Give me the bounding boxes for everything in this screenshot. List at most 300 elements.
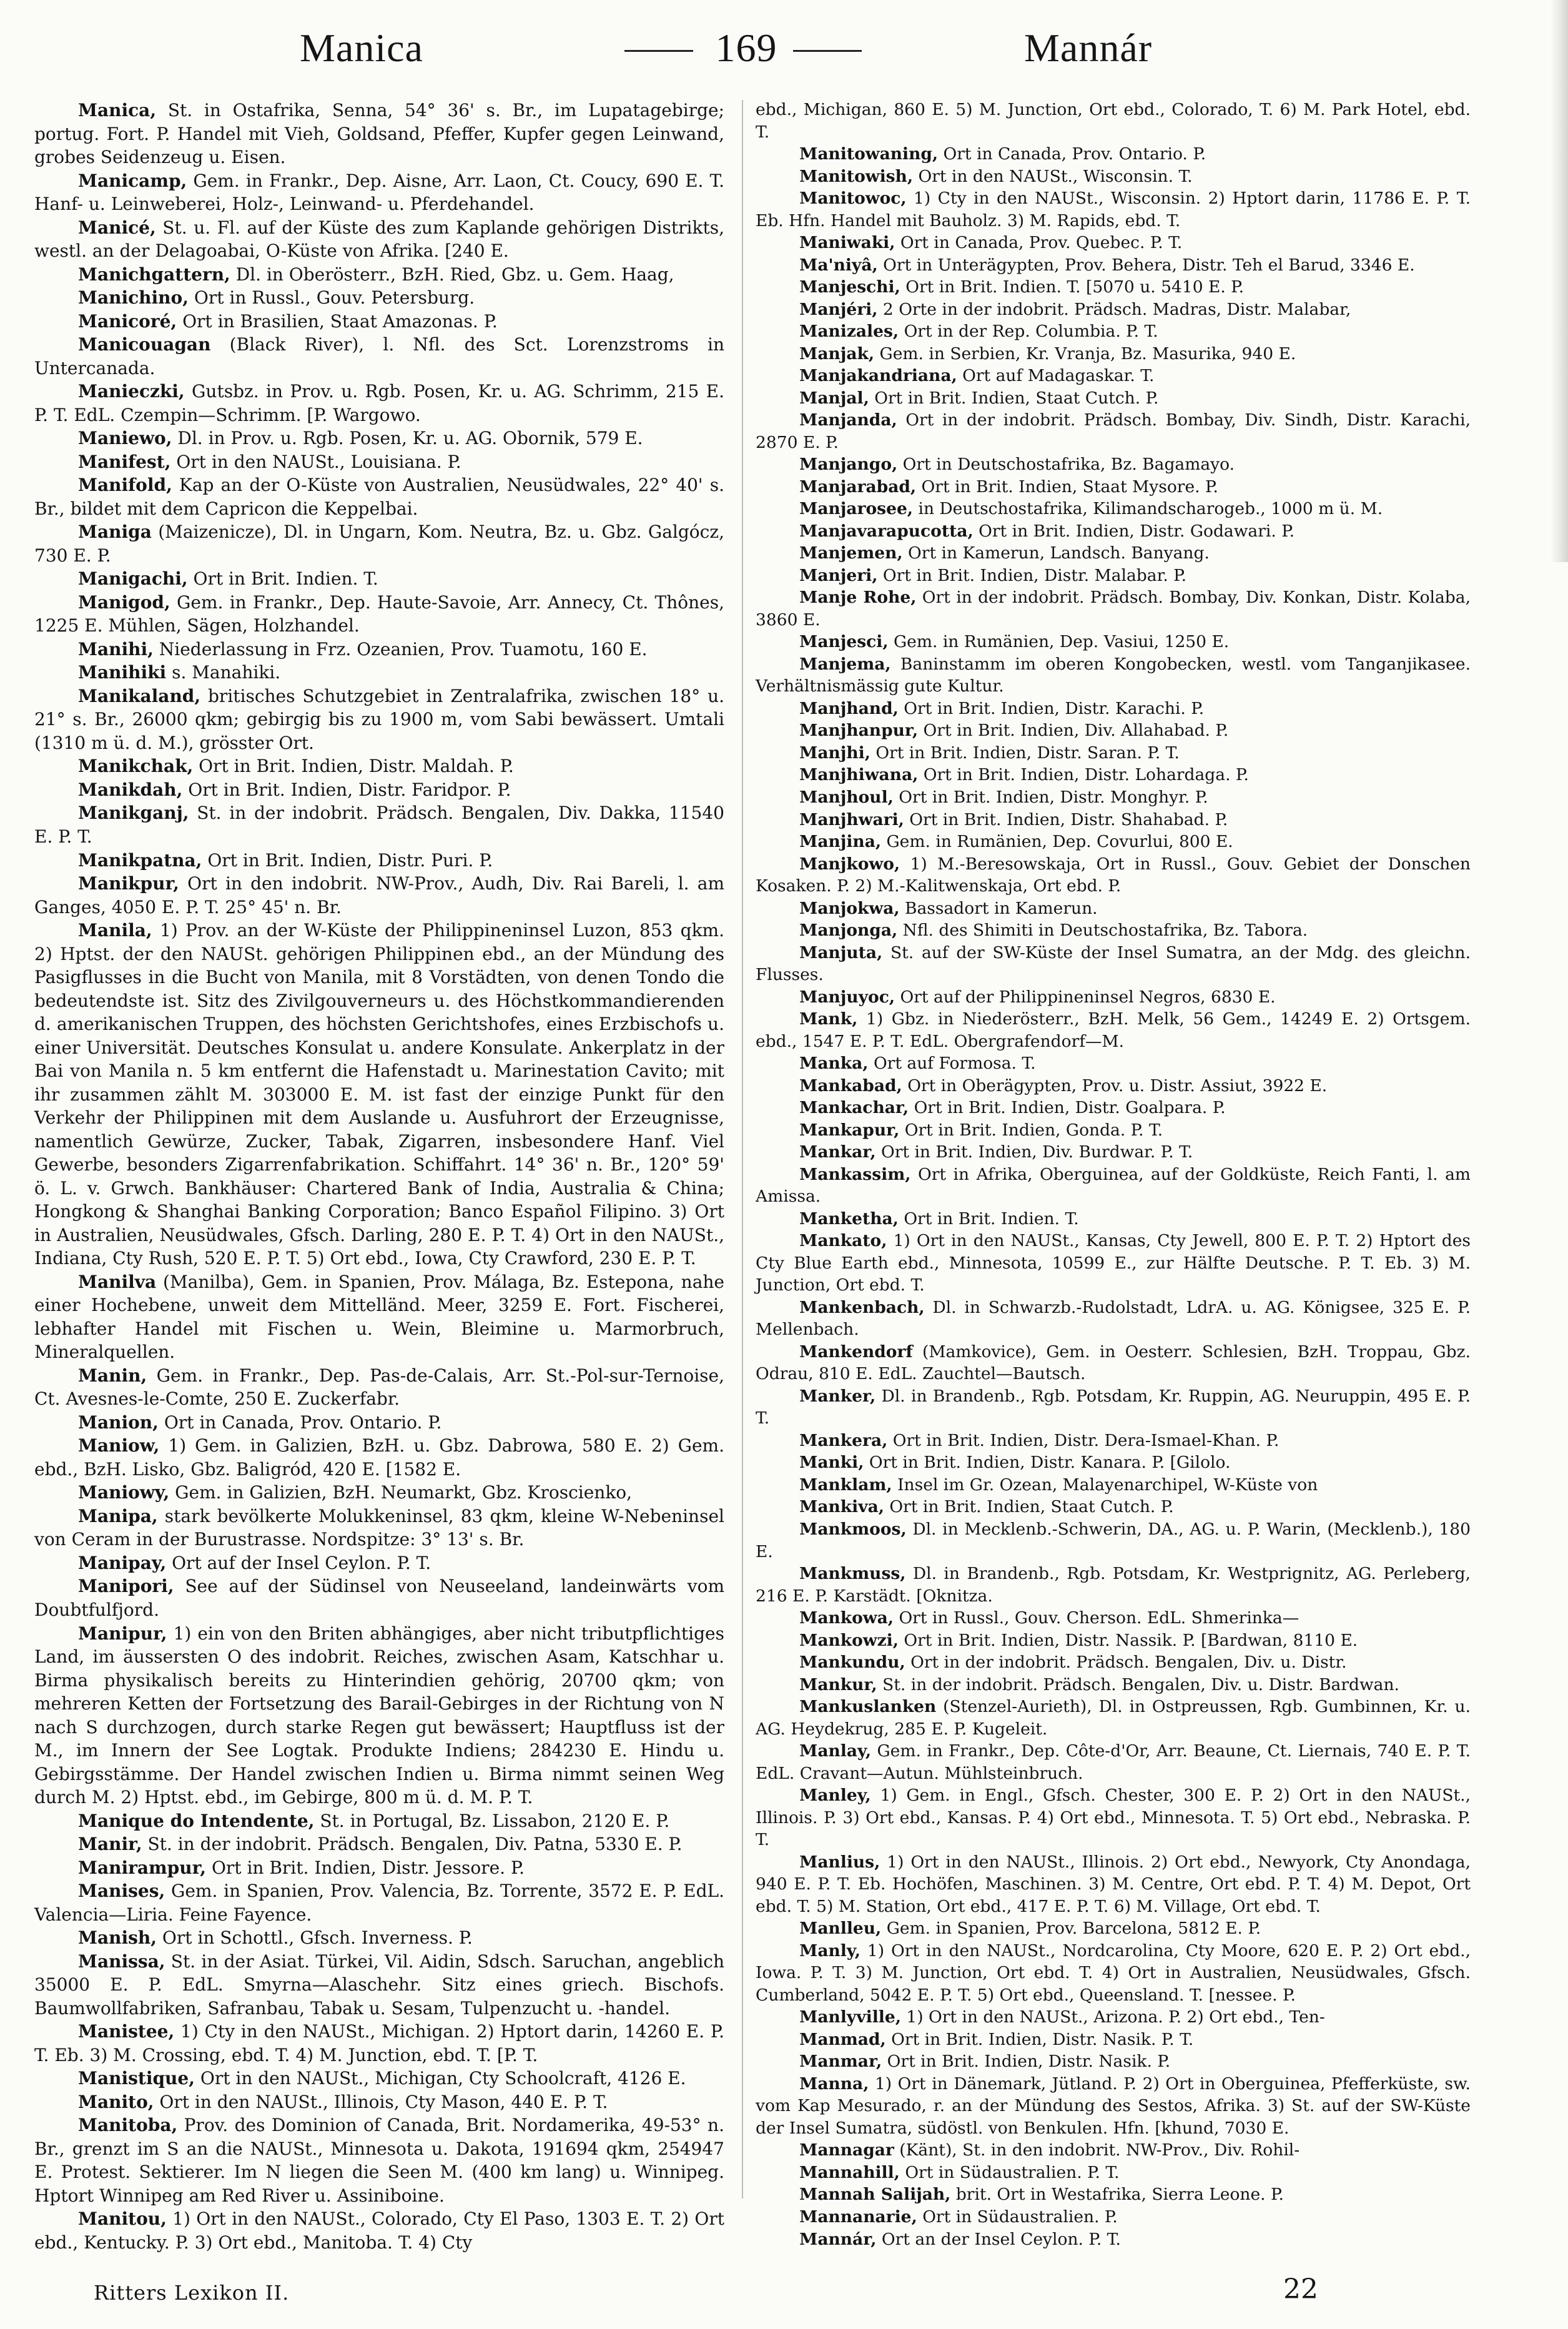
entry-headword: Manka, bbox=[799, 1054, 869, 1074]
entry-headword: Manmad, bbox=[799, 2029, 886, 2049]
entry-headword: Manion, bbox=[78, 1412, 159, 1433]
entry-text: Ort in Brit. Indien, Gonda. P. T. bbox=[899, 1120, 1163, 1140]
entry-headword: Mannanarie, bbox=[799, 2207, 917, 2227]
lexicon-entry bbox=[756, 1851, 1471, 1918]
entry-text: Ort in Brit. Indien, Distr. Monghyr. P. bbox=[893, 787, 1208, 807]
lexicon-entry bbox=[34, 1270, 724, 1364]
entry-text: Ort in Brit. Indien. T. bbox=[187, 568, 378, 590]
entry-headword: Manihi, bbox=[78, 638, 154, 660]
lexicon-entry bbox=[34, 1481, 724, 1505]
entry-headword: Manifest, bbox=[78, 451, 171, 472]
entry-text: Ort in Brit. Indien, Staat Cutch. P. bbox=[869, 388, 1159, 408]
entry-headword: Manjema, bbox=[799, 654, 891, 674]
lexicon-entry bbox=[34, 1950, 724, 2020]
lexicon-entry bbox=[34, 661, 724, 685]
entry-text: Ort in Brit. Indien, Staat Cutch. P. bbox=[884, 1497, 1174, 1517]
entry-headword: Manichino, bbox=[78, 287, 189, 309]
entry-text: Ort in Brasilien, Staat Amazonas. P. bbox=[177, 310, 498, 332]
page-edge-shadow bbox=[1551, 0, 1568, 562]
lexicon-entry bbox=[756, 698, 1471, 720]
entry-text: St. in der indobrit. Prädsch. Bengalen, Div. Dakka, 11540 E. P. T. bbox=[34, 803, 724, 847]
entry-headword: Mankapur, bbox=[799, 1120, 900, 1140]
entry-text: Ort in Südaustralien. P. bbox=[917, 2207, 1118, 2227]
lexicon-entry bbox=[756, 1297, 1471, 1341]
lexicon-entry bbox=[756, 343, 1471, 365]
entry-headword: Manissa, bbox=[78, 1951, 165, 1972]
footer-signature: Ritters Lexikon II. bbox=[94, 2281, 290, 2305]
lexicon-entry bbox=[34, 1622, 724, 1809]
entry-text: 2 Orte in der indobrit. Prädsch. Madras, Distr. Malabar, bbox=[877, 299, 1351, 319]
entry-headword: Manikpur, bbox=[78, 873, 179, 894]
entry-headword: Manjak, bbox=[799, 344, 875, 363]
entry-text: 1) Gbz. in Niederösterr., BzH. Melk, 56 Gem., 14249 E. 2) Ortsgem. ebd., 1547 E. P. T. EdL. Obergrafendorf—M. bbox=[756, 1009, 1471, 1051]
lexicon-entry bbox=[34, 1856, 724, 1880]
entry-headword: Manjeri, bbox=[799, 565, 878, 585]
entry-headword: Manikpatna, bbox=[78, 849, 202, 871]
entry-headword: Manjango, bbox=[799, 455, 898, 475]
entry-text: Ort in Oberägypten, Prov. u. Distr. Assiut, 3922 E. bbox=[902, 1075, 1328, 1095]
entry-headword: Mankachar, bbox=[799, 1098, 909, 1118]
entry-text: Ort in den NAUSt., Michigan, Cty Schoolcraft, 4126 E. bbox=[194, 2068, 686, 2089]
lexicon-entry bbox=[34, 473, 724, 520]
entry-text: Ort in Südaustralien. P. T. bbox=[899, 2162, 1120, 2182]
entry-text: Dl. in Brandenb., Rgb. Potsdam, Kr. Ruppin, AG. Neuruppin, 495 E. P. T. bbox=[756, 1386, 1471, 1428]
entry-headword: Manlius, bbox=[799, 1852, 880, 1872]
entry-text: Ort in Brit. Indien, Distr. Lohardaga. P. bbox=[918, 765, 1249, 785]
entry-headword: Manifold, bbox=[78, 475, 172, 496]
entry-headword: Mankassim, bbox=[799, 1164, 911, 1184]
entry-text: ebd., Michigan, 860 E. 5) M. Junction, Ort ebd., Colorado, T. 6) M. Park Hotel, ebd. T. bbox=[756, 100, 1471, 142]
entry-text: Ort in Schottl., Gfsch. Inverness. P. bbox=[157, 1927, 473, 1949]
entry-text: stark bevölkerte Molukkeninsel, 83 qkm, kleine W-Nebeninsel von Ceram in der Burustrasse. Nordspitze: 3° 13' s. Br. bbox=[34, 1505, 724, 1550]
lexicon-entry bbox=[756, 809, 1471, 831]
entry-text: St. auf der SW-Küste der Insel Sumatra, an der Mdg. des gleichn. Flusses. bbox=[756, 942, 1471, 985]
lexicon-entry bbox=[756, 2050, 1471, 2073]
page-header bbox=[0, 25, 1568, 81]
entry-text: 1) Gem. in Engl., Gfsch. Chester, 300 E. P. 2) Ort in den NAUSt., Illinois. P. 3) Ort ebd., Kansas. P. 4) Ort ebd., Minnesota. T. 5) Ort ebd., Nebraska. P. T. bbox=[756, 1786, 1471, 1850]
entry-text: Ort in Brit. Indien, Distr. Dera-Ismael-Khan. P. bbox=[887, 1430, 1280, 1450]
entry-text: 1) Ort in den NAUSt., Kansas, Cty Jewell, 800 E. P. T. 2) Hptort des Cty Blue Earth ebd., Minnesota, 10599 E., zur Hälfte Deutsche. P. T. Eb. 3) M. Junction, Ort ebd. T. bbox=[756, 1231, 1471, 1295]
entry-text: 1) Ort in den NAUSt., Colorado, Cty El Paso, 1303 E. T. 2) Ort ebd., Kentucky. P. 3) Ort ebd., Manitoba. T. 4) Cty bbox=[34, 2208, 724, 2253]
column-separator bbox=[742, 100, 743, 2198]
lexicon-entry bbox=[34, 169, 724, 216]
entry-text: Ort in Brit. Indien, Distr. Shahabad. P. bbox=[904, 809, 1228, 829]
entry-headword: Manley, bbox=[799, 1786, 871, 1806]
lexicon-entry bbox=[756, 1008, 1471, 1052]
lexicon-entry bbox=[34, 1926, 724, 1950]
entry-text: Ort auf der Philippineninsel Negros, 6830 E. bbox=[895, 987, 1276, 1007]
entry-headword: Mankuslanken bbox=[799, 1697, 937, 1717]
entry-text: Ort in den NAUSt., Illinois, Cty Mason, 440 E. P. T. bbox=[154, 2091, 608, 2112]
lexicon-entry bbox=[756, 565, 1471, 587]
lexicon-entry bbox=[34, 872, 724, 919]
entry-text: 1) Ort in den NAUSt., Arizona. P. 2) Ort ebd., Ten- bbox=[900, 2007, 1325, 2027]
lexicon-entry bbox=[756, 2162, 1471, 2184]
page-number: 169 bbox=[715, 26, 777, 70]
lexicon-entry bbox=[756, 1451, 1471, 1474]
entry-text: Dl. in Oberösterr., BzH. Ried, Gbz. u. Gem. Haag, bbox=[230, 264, 674, 285]
entry-text: Ort in Kamerun, Landsch. Banyang. bbox=[902, 543, 1210, 563]
entry-headword: Mannah Salijah, bbox=[799, 2185, 951, 2205]
lexicon-entry bbox=[34, 1364, 724, 1411]
lexicon-entry bbox=[34, 1505, 724, 1551]
header-left-keyword: Manica bbox=[300, 26, 423, 70]
entry-headword: Manlay, bbox=[799, 1741, 872, 1761]
header-rule-right bbox=[793, 50, 862, 52]
entry-headword: Manipay, bbox=[78, 1552, 167, 1573]
lexicon-entry bbox=[756, 2006, 1471, 2029]
entry-text: (Manilba), Gem. in Spanien, Prov. Málaga, Bz. Estepona, nahe einer Hochebene, unweit dem Mittelländ. Meer, 3259 E. Fort. Fischerei, lebhafter Handel mit Fischen u. Wein, Bleimine u. Marmorbruch, Mineralquellen. bbox=[34, 1271, 724, 1363]
lexicon-entry bbox=[756, 1075, 1471, 1097]
lexicon-entry bbox=[756, 1917, 1471, 1940]
entry-headword: Manklam, bbox=[799, 1475, 892, 1495]
lexicon-entry bbox=[756, 1430, 1471, 1452]
entry-text: Gem. in Frankr., Dep. Haute-Savoie, Arr. Annecy, Ct. Thônes, 1225 E. Mühlen, Sägen, Holzhandel. bbox=[34, 591, 724, 636]
lexicon-entry bbox=[756, 853, 1471, 897]
entry-headword: Manjhoul, bbox=[799, 787, 894, 807]
lexicon-entry bbox=[34, 286, 724, 310]
entry-headword: Maniowy, bbox=[78, 1482, 170, 1503]
entry-text: Ort in Canada, Prov. Quebec. P. T. bbox=[895, 233, 1183, 253]
entry-headword: Manigod, bbox=[78, 591, 170, 613]
lexicon-entry bbox=[34, 1434, 724, 1481]
entry-text: Nfl. des Shimiti in Deutschostafrika, Bz. Tabora. bbox=[897, 921, 1308, 941]
entry-headword: Mannár, bbox=[799, 2229, 877, 2249]
entry-headword: Manir, bbox=[78, 1834, 142, 1855]
footer-sheet-number: 22 bbox=[1283, 2273, 1318, 2305]
lexicon-entry bbox=[756, 631, 1471, 653]
lexicon-entry bbox=[756, 1696, 1471, 1740]
entry-headword: Manketha, bbox=[799, 1209, 899, 1229]
lexicon-entry bbox=[34, 2207, 724, 2254]
lexicon-entry bbox=[756, 2206, 1471, 2228]
entry-headword: Manitowoc, bbox=[799, 189, 907, 209]
entry-text: Ort in der indobrit. Prädsch. Bengalen, Div. u. Distr. bbox=[905, 1653, 1347, 1673]
lexicon-entry bbox=[756, 2073, 1471, 2140]
entry-headword: Manichgattern, bbox=[78, 264, 230, 285]
lexicon-entry bbox=[756, 1563, 1471, 1607]
lexicon-entry bbox=[34, 333, 724, 380]
lexicon-entry bbox=[756, 1629, 1471, 1652]
entry-headword: Manjarosee, bbox=[799, 499, 914, 519]
entry-headword: Manigachi, bbox=[78, 568, 188, 590]
entry-headword: Manlyville, bbox=[799, 2007, 901, 2027]
lexicon-entry bbox=[34, 801, 724, 848]
lexicon-entry bbox=[34, 2067, 724, 2090]
lexicon-entry bbox=[756, 1651, 1471, 1674]
lexicon-entry bbox=[34, 263, 724, 287]
entry-text: (Känt), St. in den indobrit. NW-Prov., Div. Rohil- bbox=[894, 2140, 1300, 2160]
lexicon-entry bbox=[34, 778, 724, 802]
entry-text: Ort an der Insel Ceylon. P. T. bbox=[876, 2229, 1121, 2249]
entry-headword: Manirampur, bbox=[78, 1857, 207, 1878]
entry-headword: Manjavarapucotta, bbox=[799, 521, 974, 541]
entry-text: St. in der indobrit. Prädsch. Bengalen, Div. u. Distr. Bardwan. bbox=[877, 1674, 1399, 1694]
entry-text: Ort in Russl., Gouv. Petersburg. bbox=[188, 287, 475, 309]
entry-text: Ort in Deutschostafrika, Bz. Bagamayo. bbox=[897, 455, 1235, 475]
entry-text: Ort in Brit. Indien, Distr. Kanara. P. [Gilolo. bbox=[864, 1453, 1231, 1473]
entry-text: Dl. in Prov. u. Rgb. Posen, Kr. u. AG. Obornik, 579 E. bbox=[172, 428, 643, 449]
entry-headword: Manicé, bbox=[78, 217, 156, 238]
lexicon-entry bbox=[756, 187, 1471, 232]
entry-text: Gem. in Frankr., Dep. Pas-de-Calais, Arr. St.-Pol-sur-Ternoise, Ct. Avesnes-le-Comte, 250 E. Zuckerfabr. bbox=[34, 1365, 724, 1410]
lexicon-entry bbox=[34, 1879, 724, 1926]
lexicon-entry bbox=[756, 1518, 1471, 1563]
entry-headword: Manica, bbox=[78, 100, 157, 121]
lexicon-entry bbox=[756, 742, 1471, 764]
lexicon-entry bbox=[756, 1474, 1471, 1496]
entry-headword: Manin, bbox=[78, 1365, 147, 1386]
entry-headword: Manicamp, bbox=[78, 170, 187, 191]
entry-headword: Mankiva, bbox=[799, 1497, 884, 1517]
entry-text: Ort in Brit. Indien, Distr. Maldah. P. bbox=[193, 756, 514, 777]
entry-headword: Manjakandriana, bbox=[799, 366, 957, 386]
entry-text: Ort auf Formosa. T. bbox=[868, 1054, 1036, 1074]
entry-text: 1) ein von den Briten abhängiges, aber nicht tributpflichtiges Land, im äussersten O des indobrit. Reiches, zwischen Asam, Katschhar u. Birma physikalisch bereits zu Hinterindien gehörig, 20700 qkm; von mehreren Ketten der Fortsetzung des Barail-Gebirges in der Richtung von N nach S durchzogen, durch starke Regen gut bewässert; Hauptfluss ist der M., im Innern der See Logtak. Produkte Indiens; 284230 E. Hindu u. Gebirgsstämme. Der Handel zwischen Indien u. Birma nimmt seinen Weg durch M. 2) Hptst. ebd., im Gebirge, 800 m ü. d. M. P. T. bbox=[34, 1623, 724, 1808]
entry-text: (Stenzel-Aurieth), Dl. in Ostpreussen, Rgb. Gumbinnen, Kr. u. AG. Heydekrug, 285 E. P. Kugeleit. bbox=[756, 1697, 1471, 1739]
lexicon-entry bbox=[34, 849, 724, 873]
lexicon-entry bbox=[34, 2090, 724, 2114]
entry-text: Ort in Brit. Indien. T. [5070 u. 5410 E. P. bbox=[900, 277, 1245, 297]
lexicon-entry bbox=[34, 567, 724, 591]
entry-text: britisches Schutzgebiet in Zentralafrika, zwischen 18° u. 21° s. Br., 26000 qkm; gebirgig bis zu 1900 m, vom Sabi bewässert. Umtali (1310 m ü. d. M.), grösster Ort. bbox=[34, 685, 724, 753]
entry-headword: Manjeschi, bbox=[799, 277, 900, 297]
entry-text: Ort in Brit. Indien, Div. Burdwar. P. T. bbox=[875, 1142, 1193, 1162]
lexicon-entry bbox=[756, 387, 1471, 410]
entry-text: Gem. in Spanien, Prov. Barcelona, 5812 E. P. bbox=[881, 1919, 1261, 1939]
lexicon-entry bbox=[34, 685, 724, 755]
lexicon-entry bbox=[34, 919, 724, 1270]
entry-text: Ort in Brit. Indien, Distr. Saran. P. T. bbox=[870, 743, 1180, 763]
lexicon-entry bbox=[756, 831, 1471, 853]
lexicon-entry bbox=[756, 919, 1471, 942]
lexicon-entry bbox=[34, 2114, 724, 2207]
entry-headword: Manikdah, bbox=[78, 779, 183, 800]
lexicon-entry bbox=[756, 586, 1471, 631]
lexicon-entry bbox=[756, 166, 1471, 188]
entry-headword: Mannagar bbox=[799, 2140, 894, 2160]
lexicon-entry bbox=[756, 1097, 1471, 1119]
entry-headword: Manmar, bbox=[799, 2052, 882, 2072]
entry-headword: Manitou, bbox=[78, 2208, 167, 2230]
lexicon-entry bbox=[34, 1809, 724, 1833]
entry-headword: Manjuta, bbox=[799, 942, 883, 962]
entry-text: Ort in Unterägypten, Prov. Behera, Distr. Teh el Barud, 3346 E. bbox=[877, 255, 1415, 275]
entry-text: Ort in Brit. Indien, Staat Mysore. P. bbox=[916, 477, 1218, 497]
entry-headword: Manjesci, bbox=[799, 632, 889, 652]
entry-text: Gutsbz. in Prov. u. Rgb. Posen, Kr. u. AG. Schrimm, 215 E. P. T. EdL. Czempin—Schrimm. [P. Wargowo. bbox=[34, 381, 724, 425]
lexicon-entry bbox=[34, 450, 724, 474]
entry-headword: Manikganj, bbox=[78, 803, 189, 824]
entry-headword: Manikaland, bbox=[78, 685, 201, 706]
lexicon-entry bbox=[756, 764, 1471, 786]
entry-headword: Mankmuss, bbox=[799, 1564, 906, 1584]
lexicon-entry bbox=[34, 1411, 724, 1435]
entry-headword: Manique do Intendente, bbox=[78, 1810, 315, 1831]
entry-text: Ort in Canada, Prov. Ontario. P. bbox=[938, 144, 1206, 164]
header-right-keyword: Mannár bbox=[1024, 26, 1153, 70]
entry-headword: Manna, bbox=[799, 2074, 869, 2094]
entry-headword: Manjina, bbox=[799, 832, 882, 852]
lexicon-entry bbox=[756, 520, 1471, 543]
lexicon-entry bbox=[756, 1164, 1471, 1208]
entry-text: Ort in Canada, Prov. Ontario. P. bbox=[158, 1412, 442, 1433]
lexicon-entry bbox=[756, 2029, 1471, 2051]
lexicon-entry bbox=[756, 1341, 1471, 1385]
entry-headword: Maniwaki, bbox=[799, 233, 895, 253]
lexicon-entry bbox=[34, 1575, 724, 1621]
entry-text: (Mamkovice), Gem. in Oesterr. Schlesien, BzH. Troppau, Gbz. Odrau, 810 E. EdL. Zauchtel—Bautsch. bbox=[756, 1342, 1471, 1384]
entry-headword: Maniga bbox=[78, 522, 152, 543]
lexicon-entry bbox=[756, 1385, 1471, 1430]
entry-headword: Manker, bbox=[799, 1386, 876, 1406]
entry-headword: Manjokwa, bbox=[799, 898, 900, 918]
lexicon-entry bbox=[756, 254, 1471, 277]
entry-text: Ort in Brit. Indien, Distr. Faridpor. P. bbox=[182, 779, 511, 800]
entry-text: in Deutschostafrika, Kilimandscharogeb., 1000 m ü. M. bbox=[913, 499, 1383, 519]
entry-text: Prov. des Dominion of Canada, Brit. Nordamerika, 49-53° n. Br., grenzt im S an die NAUSt., Minnesota u. Dakota, 191694 qkm, 254947 E. Protest. Sektierer. Im N liegen die Seen M. (400 km lang) u. Winnipeg. Hptort Winnipeg am Red River u. Assiniboine. bbox=[34, 2115, 724, 2206]
entry-headword: Manipa, bbox=[78, 1505, 158, 1526]
entry-text: Ort in den NAUSt., Louisiana. P. bbox=[170, 451, 461, 472]
lexicon-entry bbox=[756, 1674, 1471, 1696]
entry-headword: Mankendorf bbox=[799, 1342, 913, 1362]
entry-headword: Manish, bbox=[78, 1927, 157, 1949]
lexicon-entry bbox=[756, 365, 1471, 387]
entry-text: Ort in Brit. Indien, Distr. Nassik. P. [Bardwan, 8110 E. bbox=[898, 1630, 1358, 1650]
lexicon-entry bbox=[756, 542, 1471, 565]
entry-text: Ort in Brit. Indien, Distr. Godawari. P. bbox=[973, 521, 1295, 541]
entry-text: brit. Ort in Westafrika, Sierra Leone. P. bbox=[950, 2185, 1284, 2205]
entry-text: s. Manahiki. bbox=[166, 662, 281, 683]
entry-headword: Manjanda, bbox=[799, 410, 897, 430]
entry-text: Ort in der indobrit. Prädsch. Bombay, Div. Konkan, Distr. Kolaba, 3860 E. bbox=[756, 588, 1471, 630]
entry-headword: Maniewo, bbox=[78, 428, 172, 449]
entry-headword: Manizales, bbox=[799, 322, 899, 342]
entry-text: Ort in den NAUSt., Wisconsin. T. bbox=[913, 166, 1193, 186]
entry-text: 1) Ort in den NAUSt., Illinois. 2) Ort ebd., Newyork, Cty Anondaga, 940 E. P. T. Eb. Hochöfen, Maschinen. 3) M. Centre, Ort ebd. P. T. 4) M. Depot, Ort ebd. T. 5) M. Station, Ort ebd., 417 E. P. T. 6) M. Village, Ort ebd. T. bbox=[756, 1852, 1471, 1916]
entry-headword: Manitoba, bbox=[78, 2115, 178, 2136]
lexicon-entry bbox=[34, 99, 724, 169]
lexicon-entry bbox=[756, 409, 1471, 453]
entry-headword: Manistee, bbox=[78, 2021, 175, 2042]
entry-headword: Manjkowo, bbox=[799, 854, 900, 874]
entry-text: 1) Prov. an der W-Küste der Philippineninsel Luzon, 853 qkm. 2) Hptst. der den NAUSt. gehörigen Philippinen ebd., an der Mündung des Pasigflusses in die Bucht von Manila, mit 8 Vorstädten, von denen Tondo die bedeutendste ist. Sitz des Zivilgouverneurs u. des Höchstkommandierenden d. amerikanischen Truppen, des höchsten Gerichtshofes, eines Erzbischofs u. einer Universität. Deutsches Konsulat u. andere Konsulate. Ankerplatz in der Bai von Manila n. 5 km entfernt die Hafenstadt u. Marinestation Cavito; mit ihr zusammen zählt M. 303000 E. M. ist fast der einzige Punkt für den Verkehr der Philippinen mit dem Auslande u. Ausfuhrort der Erzeugnisse, namentlich Gewürze, Zucker, Tabak, Zigarren, insbesondere Hanf. Viel Gewerbe, besonders Zigarrenfabrikation. Schiffahrt. 14° 36' n. Br., 120° 59' ö. L. v. Grwch. Bankhäuser: Chartered Bank of India, Australia & China; Hongkong & Shanghai Banking Corporation; Banco Español Filipino. 3) Ort in Australien, Neusüdwales, Gfsch. Darling, 280 E. P. T. 4) Ort in den NAUSt., Indiana, Cty Rush, 520 E. P. T. 5) Ort ebd., Iowa, Cty Crawford, 230 E. P. T. bbox=[34, 920, 724, 1269]
entry-headword: Mankur, bbox=[799, 1674, 877, 1694]
entry-text: 1) Ort in den NAUSt., Nordcarolina, Cty Moore, 620 E. P. 2) Ort ebd., Iowa. P. T. 3) M. Junction, Ort ebd. T. 4) Ort in Australien, Neusüdwales, Gfsch. Cumberland, 5042 E. P. T. 5) Ort ebd., Queensland. T. [nessee. P. bbox=[756, 1941, 1471, 2005]
right-column bbox=[756, 99, 1471, 2250]
entry-text: Ort in Brit. Indien, Distr. Karachi. P. bbox=[898, 698, 1205, 718]
entry-headword: Manihiki bbox=[78, 662, 167, 683]
lexicon-entry bbox=[756, 1940, 1471, 2007]
lexicon-entry bbox=[756, 498, 1471, 520]
entry-text: Ort in der Rep. Columbia. P. T. bbox=[899, 322, 1158, 342]
entry-text: Ort in Russl., Gouv. Cherson. EdL. Shmerinka— bbox=[894, 1608, 1299, 1628]
lexicon-entry bbox=[756, 1208, 1471, 1230]
lexicon-entry bbox=[34, 2020, 724, 2067]
entry-headword: Manjuyoc, bbox=[799, 987, 895, 1007]
entry-headword: Mankowzi, bbox=[799, 1630, 899, 1650]
lexicon-entry bbox=[756, 320, 1471, 343]
entry-text: Ort in Brit. Indien, Distr. Puri. P. bbox=[202, 849, 493, 871]
entry-text: Dl. in Brandenb., Rgb. Potsdam, Kr. Westprignitz, AG. Perleberg, 216 E. P. Karstädt. [Oknitza. bbox=[756, 1564, 1471, 1606]
entry-text: Baninstamm im oberen Kongobecken, westl. vom Tanganjikasee. Verhältnismässig gute Kultur. bbox=[756, 654, 1471, 696]
entry-headword: Manjhwari, bbox=[799, 809, 904, 829]
entry-headword: Manjhi, bbox=[799, 743, 870, 763]
entry-text: 1) Ort in Dänemark, Jütland. P. 2) Ort in Oberguinea, Pfefferküste, sw. vom Kap Mesurado, r. an der Mündung des Sestos, Afrika. 3) St. auf der SW-Küste der Insel Sumatra, südöstl. von Benkulen. Hfn. [khund, 7030 E. bbox=[756, 2074, 1471, 2138]
entry-headword: Manitowish, bbox=[799, 166, 914, 186]
entry-headword: Manjal, bbox=[799, 388, 869, 408]
entry-text: St. in Portugal, Bz. Lissabon, 2120 E. P. bbox=[314, 1810, 670, 1831]
entry-headword: Manki, bbox=[799, 1453, 864, 1473]
entry-text: Gem. in Frankr., Dep. Aisne, Arr. Laon, Ct. Coucy, 690 E. T. Hanf- u. Leinweberei, Holz-, Leinwand- u. Pferdehandel. bbox=[34, 170, 724, 215]
entry-text: Dl. in Schwarzb.-Rudolstadt, LdrA. u. AG. Königsee, 325 E. P. Mellenbach. bbox=[756, 1297, 1471, 1340]
entry-text: Ort in Brit. Indien, Distr. Nasik. P. bbox=[882, 2052, 1171, 2072]
lexicon-entry bbox=[34, 380, 724, 427]
lexicon-entry bbox=[756, 1230, 1471, 1297]
lexicon-entry bbox=[756, 476, 1471, 498]
lexicon-entry bbox=[756, 2228, 1471, 2251]
entry-headword: Manila, bbox=[78, 920, 152, 941]
lexicon-entry bbox=[756, 1740, 1471, 1784]
lexicon-entry bbox=[756, 2183, 1471, 2206]
entry-headword: Manises, bbox=[78, 1881, 165, 1902]
entry-headword: Manjéri, bbox=[799, 299, 878, 319]
lexicon-entry bbox=[756, 942, 1471, 986]
entry-headword: Mankabad, bbox=[799, 1075, 902, 1095]
entry-text: (Maizenicze), Dl. in Ungarn, Kom. Neutra, Bz. u. Gbz. Galgócz, 730 E. P. bbox=[34, 522, 724, 566]
entry-text: Ort in Afrika, Oberguinea, auf der Goldküste, Reich Fanti, l. am Amissa. bbox=[756, 1164, 1471, 1207]
entry-headword: Manjonga, bbox=[799, 921, 898, 941]
entry-headword: Mankato, bbox=[799, 1231, 887, 1251]
left-column bbox=[34, 99, 724, 2254]
lexicon-entry bbox=[756, 719, 1471, 742]
lexicon-entry bbox=[34, 638, 724, 661]
entry-headword: Mankmoos, bbox=[799, 1520, 907, 1539]
entry-headword: Manjhand, bbox=[799, 698, 899, 718]
lexicon-entry bbox=[756, 653, 1471, 698]
entry-headword: Mannahill, bbox=[799, 2162, 900, 2182]
entry-headword: Mank, bbox=[799, 1009, 858, 1029]
lexicon-entry bbox=[34, 754, 724, 778]
entry-text: Gem. in Spanien, Prov. Valencia, Bz. Torrente, 3572 E. P. EdL. Valencia—Liria. Feine Fayence. bbox=[34, 1881, 724, 1925]
lexicon-entry bbox=[756, 453, 1471, 476]
lexicon-entry bbox=[756, 143, 1471, 166]
entry-headword: Mankenbach, bbox=[799, 1297, 925, 1317]
lexicon-entry bbox=[756, 276, 1471, 299]
entry-text: (Black River), l. Nfl. des Sct. Lorenzstroms in Untercanada. bbox=[34, 334, 724, 378]
lexicon-entry bbox=[756, 1141, 1471, 1164]
entry-text: 1) Cty in den NAUSt., Michigan. 2) Hptort darin, 14260 E. P. T. Eb. 3) M. Crossing, ebd. T. 4) M. Junction, ebd. T. [P. T. bbox=[34, 2021, 724, 2065]
entry-text: 1) Cty in den NAUSt., Wisconsin. 2) Hptort darin, 11786 E. P. T. Eb. Hfn. Handel mit Bauholz. 3) M. Rapids, ebd. T. bbox=[756, 189, 1471, 230]
entry-headword: Mankera, bbox=[799, 1430, 888, 1450]
entry-text: Kap an der O-Küste von Australien, Neusüdwales, 22° 40' s. Br., bildet mit dem Capricon die Keppelbai. bbox=[34, 475, 724, 519]
entry-text: Bassadort in Kamerun. bbox=[899, 898, 1098, 918]
entry-text: 1) M.-Beresowskaja, Ort in Russl., Gouv. Gebiet der Donschen Kosaken. P. 2) M.-Kalitwenskaja, Ort ebd. P. bbox=[756, 854, 1471, 896]
entry-text: Gem. in Rumänien, Dep. Vasiui, 1250 E. bbox=[888, 632, 1230, 652]
entry-headword: Manjhanpur, bbox=[799, 721, 919, 741]
entry-headword: Ma'niyâ, bbox=[799, 255, 878, 275]
entry-headword: Manicouagan bbox=[78, 334, 211, 355]
entry-text: St. u. Fl. auf der Küste des zum Kaplande gehörigen Distrikts, westl. an der Delagoabai, O-Küste von Afrika. [240 E. bbox=[34, 217, 724, 262]
lexicon-entry bbox=[756, 1784, 1471, 1851]
lexicon-entry bbox=[756, 1119, 1471, 1142]
lexicon-entry bbox=[756, 1496, 1471, 1518]
lexicon-entry bbox=[756, 232, 1471, 254]
entry-text: Niederlassung in Frz. Ozeanien, Prov. Tuamotu, 160 E. bbox=[153, 638, 648, 660]
lexicon-entry bbox=[756, 786, 1471, 809]
entry-text: Ort in den indobrit. NW-Prov., Audh, Div. Rai Bareli, l. am Ganges, 4050 E. P. T. 25° 45' n. Br. bbox=[34, 873, 724, 917]
entry-headword: Manipur, bbox=[78, 1623, 167, 1644]
